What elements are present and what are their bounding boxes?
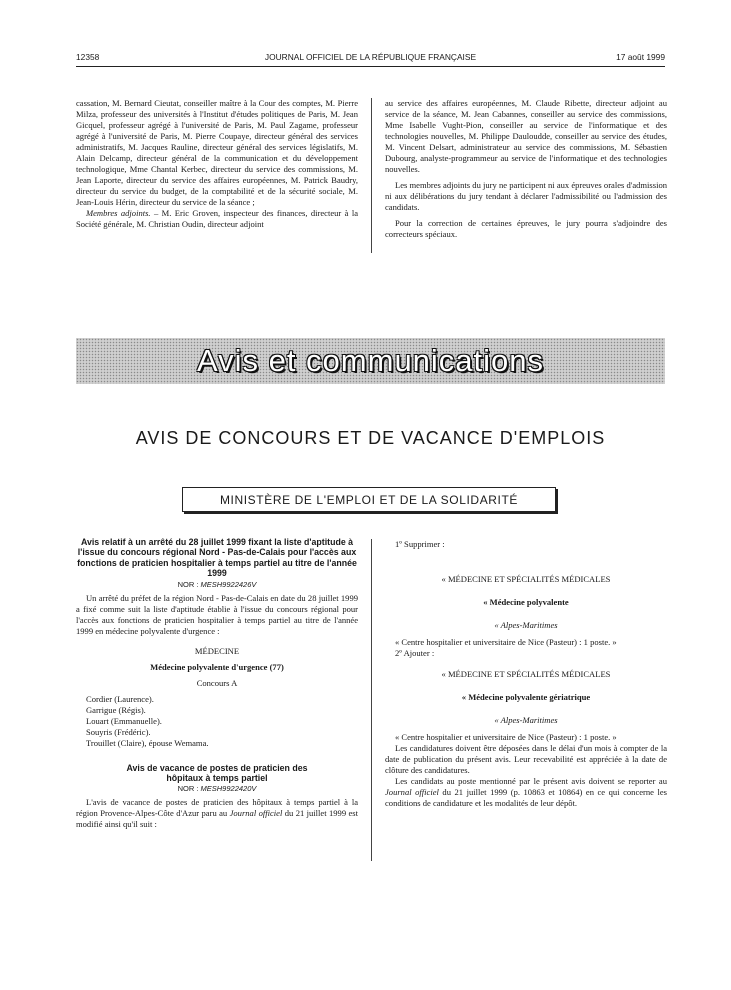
specialty-added: « MÉDECINE ET SPÉCIALITÉS MÉDICALES	[441, 669, 611, 679]
centre-removed: « Centre hospitalier et universitaire de Nice (Pasteur) : 1 poste. »	[395, 637, 617, 647]
list-item: Louart (Emmanuelle).	[86, 715, 162, 726]
deadline-paragraph: Les candidatures doivent être déposées dans le délai d'un mois à compter de la date de publication du présent avis. Leur recevabilité est appréciée à la date de clôture des candidatures.	[385, 743, 667, 775]
column-divider-bottom	[371, 539, 372, 861]
notice2-body	[76, 797, 358, 830]
notice2-nor-code: MESH9922420V	[200, 784, 257, 794]
adjoint-members-text: – M. Eric Groven, inspecteur des finances, directeur à la Société générale, M. Christian Oudin, directeur adjoint	[76, 208, 359, 229]
ministry-box	[182, 487, 556, 512]
specialty-removed: « MÉDECINE ET SPÉCIALITÉS MÉDICALES	[441, 574, 611, 584]
subspecialty-removed: « Médecine polyvalente	[483, 597, 569, 607]
jury-members-paragraph: cassation, M. Bernard Cieutat, conseiller maître à la Cour des comptes, M. Pierre Milza, professeur des universités à l'Institut d'études politiques de Paris, M. Jean Gicquel, professeur agrégé à l'université de Paris, M. Paul Zagame, professeur agrégé à l'université de Paris, M. Pierre Coupaye, directeur général des services administratifs, M. Jacques Rauline, directeur général des services législatifs, M. Alain Delcamp, directeur général de la communication et du développement technologique, Mme Chantal Kerbec, directeur du service des commissions, M. Jean Laporte, directeur du service des affaires européennes, M. Patrick Baudry, directeur du service du budget, de la comptabilité et de la sécurité sociale, M. Jean-Louis Hérin, directeur du service de la séance ;	[76, 98, 358, 207]
ministry-title: MINISTÈRE DE L'EMPLOI ET DE LA SOLIDARITÉ	[219, 492, 519, 507]
subspecialty-added: « Médecine polyvalente gériatrique	[461, 692, 591, 702]
notice1-title: Avis relatif à un arrêté du 28 juillet 1999 fixant la liste d'aptitude à l'issue du concours régional Nord - Pas-de-Calais pour l'accès aux fonctions de praticien hospitalier à temps partiel au titre de l'année 1999	[77, 537, 357, 579]
notice2-nor-label: NOR :	[177, 784, 201, 794]
notice2-title: Avis de vacance de postes de praticien des hôpitaux à temps partiel	[126, 762, 308, 784]
notice2-body-start: L'avis de vacance de postes de praticien des hôpitaux à temps partiel à la région Provence-Alpes-Côte d'Azur paru au	[76, 797, 358, 819]
section-banner	[76, 338, 665, 384]
notice1-concours: Concours A	[196, 677, 238, 688]
notice2-journal-ref: Journal officiel	[229, 808, 283, 819]
top-right-column	[385, 98, 667, 240]
journal-title: JOURNAL OFFICIEL DE LA RÉPUBLIQUE FRANÇAISE	[264, 52, 477, 62]
department-removed	[385, 620, 667, 631]
adjoint-role-paragraph: Les membres adjoints du jury ne participent ni aux épreuves orales d'admission ni aux délibérations du jury tendant à déclarer l'admissibilité ou l'admission des candidats.	[385, 180, 667, 212]
notice1-heading: MÉDECINE	[194, 645, 240, 656]
department-added	[385, 715, 667, 726]
reference-start: Les candidats au poste mentionné par le présent avis doivent se reporter au	[395, 776, 667, 786]
notice1-nor-label: NOR :	[177, 579, 201, 589]
notice1-nor	[76, 579, 358, 590]
list-item: Souyris (Frédéric).	[86, 726, 151, 737]
department-added-text: « Alpes-Maritimes	[494, 715, 558, 725]
notice2-body-end: du 21 juillet 1999 est modifié ainsi qu'il suit :	[76, 808, 358, 830]
list-item: Trouillet (Claire), épouse Wemama.	[86, 737, 209, 748]
adjoint-members-label: Membres adjoints.	[86, 208, 151, 218]
centre-added: « Centre hospitalier et universitaire de Nice (Pasteur) : 1 poste. »	[395, 732, 617, 742]
notice1-body: Un arrêté du préfet de la région Nord - Pas-de-Calais en date du 28 juillet 1999 a fixé comme suit la liste d'aptitude établie à l'issue du concours régional pour l'accès aux fonctions de praticien hospitalier à temps partiel au titre de l'année 1999 en médecine polyvalente d'urgence :	[76, 592, 358, 636]
notice1-nor-code: MESH9922426V	[200, 579, 257, 589]
header-rule	[76, 66, 665, 67]
top-left-column	[76, 98, 358, 230]
department-removed-text: « Alpes-Maritimes	[494, 620, 558, 630]
reference-journal: Journal officiel	[385, 787, 439, 797]
jury-continuation-paragraph: au service des affaires européennes, M. Claude Ribette, directeur adjoint au service de la séance, M. Jean Cabannes, conseiller au service des commissions, Mme Isabelle Vught-Pion, conseiller au service de l'informatique et des technologies nouvelles, M. Philippe Dauloudde, conseiller au service des études, M. Vincent Delsart, administrateur au service des commissions, M. Sébastien Dubourg, analyste-programmeur au service de l'informatique et des technologies nouvelles.	[385, 98, 667, 174]
adjoint-members-paragraph	[76, 208, 358, 230]
bottom-right-column	[385, 539, 667, 809]
reference-paragraph	[385, 776, 667, 809]
reference-end: du 21 juillet 1999 (p. 10863 et 10864) en ce qui concerne les conditions de candidature et les modalités de leur dépôt.	[385, 787, 667, 808]
item-add: 2º Ajouter :	[395, 648, 435, 658]
banner-title: Avis et communications	[196, 343, 545, 378]
column-divider-top	[371, 98, 372, 253]
issue-date: 17 août 1999	[616, 52, 665, 62]
notice2-nor	[76, 783, 358, 794]
list-item: Cordier (Laurence).	[86, 693, 154, 704]
aptitude-list	[76, 694, 358, 749]
page-number: 12358	[76, 52, 100, 62]
correction-paragraph: Pour la correction de certaines épreuves, le jury pourra s'adjoindre des correcteurs spéciaux.	[385, 218, 667, 239]
list-item: Garrigue (Régis).	[86, 704, 146, 715]
notice1-subheading: Médecine polyvalente d'urgence (77)	[150, 661, 284, 672]
page-header	[76, 52, 665, 66]
bottom-left-column	[76, 537, 358, 830]
item-remove: 1º Supprimer :	[395, 539, 445, 549]
section-title: AVIS DE CONCOURS ET DE VACANCE D'EMPLOIS	[135, 428, 606, 448]
